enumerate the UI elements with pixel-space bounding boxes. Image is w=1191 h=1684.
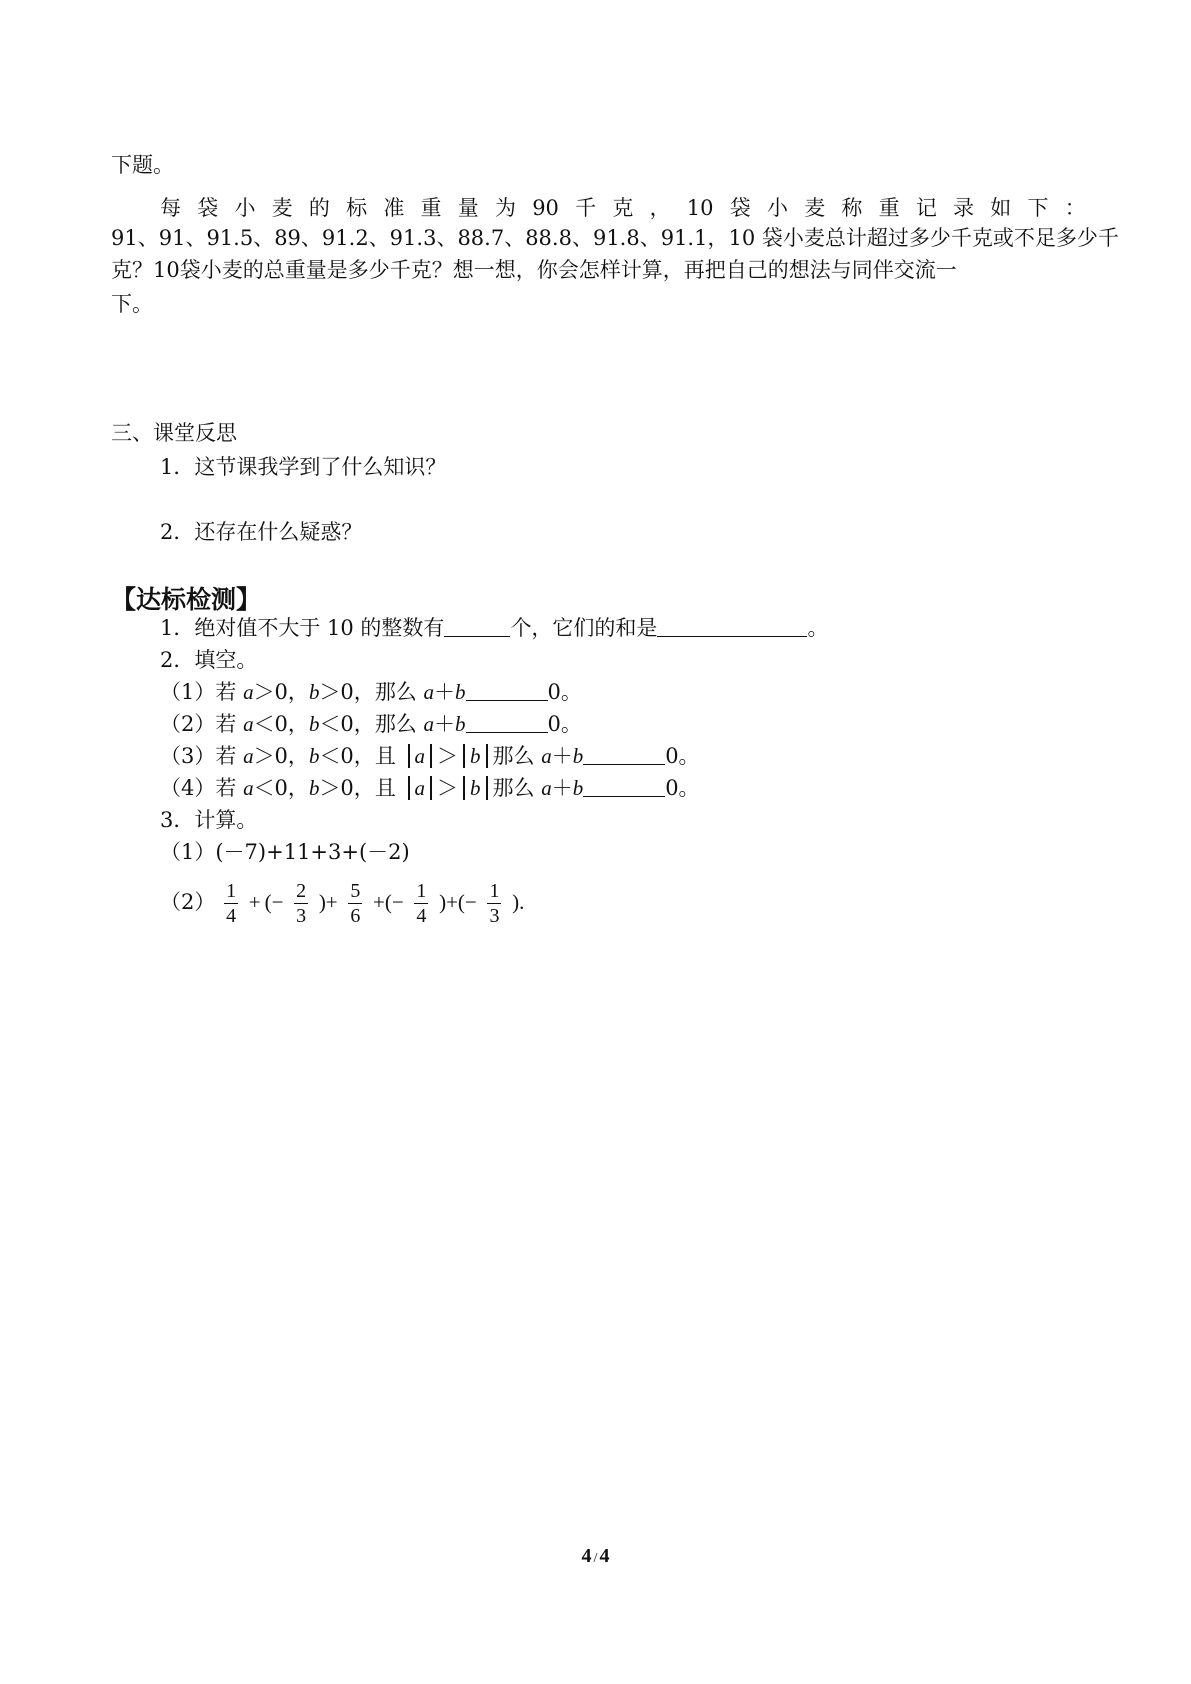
- abs-bar: [408, 744, 410, 768]
- intro-line-1-word: 称: [841, 196, 863, 220]
- reflection-heading: 三、课堂反思: [111, 421, 237, 445]
- test-question-3: 3．计算。: [160, 808, 258, 832]
- answer-blank-1[interactable]: [466, 678, 548, 701]
- intro-line-1-word: 量: [457, 196, 479, 220]
- fill-item-2: （2）若 a＜0，b＜0，那么 a＋b 0。: [160, 712, 582, 736]
- intro-line-1-word: 小: [766, 196, 788, 220]
- abs-bar: [486, 744, 488, 768]
- intro-line-3: 克？10袋小麦的总重量是多少千克？想一想，你会怎样计算，再把自己的想法与同伴交流一: [111, 258, 957, 282]
- abs-bar: [486, 776, 488, 800]
- calc-item-1: （1）(－7)+11+3+(－2): [160, 840, 410, 864]
- intro-line-1-word: 袋: [197, 196, 219, 220]
- answer-blank-3[interactable]: [583, 742, 665, 765]
- intro-line-1-word: 为: [494, 196, 516, 220]
- fraction: $\frac{1}{4}$: [226, 880, 237, 927]
- reflection-question-1: 1．这节课我学到了什么知识？: [160, 455, 447, 479]
- intro-line-1-word: 袋: [729, 196, 751, 220]
- intro-line-1-word: 录: [953, 196, 975, 220]
- intro-line-1-word: 准: [383, 196, 405, 220]
- intro-line-1-word: 下: [1027, 196, 1049, 220]
- intro-line-1-word: 麦: [271, 196, 293, 220]
- answer-blank-2[interactable]: [466, 710, 548, 733]
- intro-line-1-word: ：: [1064, 196, 1086, 220]
- intro-line-1-word: 记: [915, 196, 937, 220]
- answer-blank-sum[interactable]: [657, 614, 807, 637]
- intro-line-1-word: 千: [575, 196, 597, 220]
- test-question-2: 2．填空。: [160, 648, 258, 672]
- intro-line-1-word: 10: [686, 196, 714, 220]
- intro-line-4: 下。: [111, 292, 153, 316]
- intro-line-1-word: 标: [346, 196, 368, 220]
- reflection-question-2: 2．还存在什么疑惑？: [160, 520, 363, 544]
- intro-line-1-word: 90: [532, 196, 559, 220]
- intro-line-1-word: ，: [649, 196, 671, 220]
- answer-blank-count[interactable]: [444, 614, 510, 637]
- intro-line-1-word: 重: [878, 196, 900, 220]
- intro-line-2-word: 袋小麦总计超过多少千克或不足多少千: [761, 226, 1119, 250]
- abs-bar: [463, 776, 465, 800]
- intro-line-2-word: 91、91、91.5、89、91.2、91.3、88.7、88.8、91.8、91.1，10: [111, 226, 756, 250]
- abs-bar: [430, 776, 432, 800]
- abs-bar: [408, 776, 410, 800]
- intro-line-1-word: 如: [990, 196, 1012, 220]
- intro-line-1-word: 重: [420, 196, 442, 220]
- test-section-title: 【达标检测】: [111, 585, 262, 614]
- fraction: $\frac{1}{3}$: [489, 880, 500, 927]
- page-number: 4 / 4: [581, 1545, 610, 1567]
- answer-blank-4[interactable]: [583, 774, 665, 797]
- intro-line-1-word: 的: [308, 196, 330, 220]
- intro-line-1-word: 麦: [804, 196, 826, 220]
- fraction: $\frac{5}{6}$: [350, 880, 361, 927]
- intro-line-1: [160, 193, 1086, 224]
- intro-line-1-word: 小: [234, 196, 256, 220]
- fraction: $\frac{1}{4}$: [416, 880, 427, 927]
- intro-line-1-word: 每: [160, 196, 181, 220]
- abs-bar: [463, 744, 465, 768]
- abs-bar: [430, 744, 432, 768]
- fill-item-3: （3）若 a＞0，b＜0，且 a ＞ b 那么 a＋b 0。: [160, 744, 700, 768]
- fraction: $\frac{2}{3}$: [296, 880, 307, 927]
- calc-item-2: （2） $\frac{1}{4}$ + (− $\frac{2}{3}$ )+ $\frac{5}{6}$ +(− $\frac{1}{4}$ )+(− $\frac{1}{3}$ ).: [160, 880, 525, 927]
- intro-line-1-word: 克: [612, 196, 634, 220]
- intro-line-0: 下题。: [111, 153, 174, 177]
- intro-line-2: [111, 223, 1119, 254]
- test-question-1: 1．绝对值不大于 10 的整数有 个，它们的和是 。: [160, 616, 829, 640]
- fill-item-1: （1）若 a＞0，b＞0，那么 a＋b 0。: [160, 680, 582, 704]
- fill-item-4: （4）若 a＜0，b＞0，且 a ＞ b 那么 a＋b 0。: [160, 776, 700, 800]
